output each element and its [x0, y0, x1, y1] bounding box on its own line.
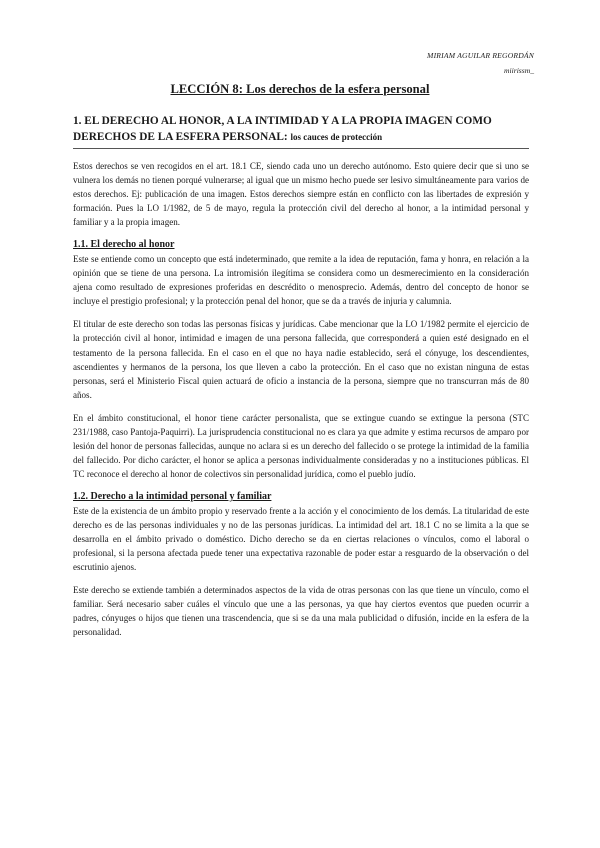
subsection-heading-intimidad: 1.2. Derecho a la intimidad personal y familiar [73, 490, 272, 502]
document-body [73, 159, 529, 648]
author-name: MIRIAM AGUILAR REGORDÁN [427, 51, 534, 60]
subsection-heading-honor: 1.1. El derecho al honor [73, 239, 175, 251]
paragraph: En el ámbito constitucional, el honor tiene carácter personalista, que se extingue cuando se extingue la persona (STC 231/1988, caso Pantoja-Paquirri). La jurisprudencia constitucional no es clara ya que admite y estima recursos de amparo por lesión del honor de personas fallecidas, aunque no aclara si es un derecho del fallecido o se protege la intimidad de la familia del fallecido. Por dicho carácter, el honor se aplica a personas individualmente consideradas y no a instituciones públicas. El TC reconoce el derecho al honor de colectivos sin personalidad jurídica, como el pueblo judío. [73, 412, 529, 479]
author-handle: miirissm_ [504, 66, 534, 75]
intro-paragraph: Estos derechos se ven recogidos en el art. 18.1 CE, siendo cada uno un derecho autónomo. Esto quiere decir que si uno se vulnera los demás no tienen porqué vulnerarse; al igual que un mismo hecho puede ser lesivo simultáneamente para varios de estos derechos. Ej: publicación de una imagen. Estos derechos siempre están en conflicto con las libertades de expresión y formación. Pues la LO 1/1982, de 5 de mayo, regula la protección civil del derecho al honor, a la intimidad personal y familiar y a la propia imagen. [73, 161, 529, 228]
paragraph: Este de la existencia de un ámbito propio y reservado frente a la acción y el conocimiento de los demás. La titularidad de este derecho es de las personas individuales y no de las personas jurídicas. La intimidad del art. 18.1 C no se limita a la que se desarrolla en el ámbito privado o doméstico. Dicho derecho se da en ciertas relaciones o vínculos, como el laboral o profesional, si la persona afectada puede tener una expectativa razonable de poder estar a resguardo de la observación o del escrutinio ajenos. [73, 505, 529, 573]
section-heading-main: 1. EL DERECHO AL HONOR, A LA INTIMIDAD Y A LA PROPIA IMAGEN COMO DERECHOS DE LA ESFERA PERSONAL: [73, 115, 492, 143]
section-heading [73, 113, 533, 145]
paragraph: El titular de este derecho son todas las personas físicas y jurídicas. Cabe mencionar que la LO 1/1982 permite el ejercicio de la protección civil al honor, intimidad e imagen de una persona fallecida, que corresponderá a quien esté designado en el testamento de la persona fallecida. En el caso en el que no haya nadie establecido, será el cónyuge, los descendientes, ascendientes y hermanos de la persona, los que lleven a cabo la protección. En el caso que no existan ninguna de estas personas, será el Ministerio Fiscal quien actuará de oficio a instancia de la persona, siempre que no transcurran más de 80 años. [73, 319, 529, 400]
paragraph: Este se entiende como un concepto que está indeterminado, que remite a la idea de reputación, fama y honra, en relación a la opinión que se tiene de una persona. La intromisión ilegítima se considera como un desmerecimiento en la consideración ajena como resultado de expresiones proferidas en descrédito o menosprecio. Además, dentro del concepto de honor se incluye el prestigio profesional; y la protección penal del honor, que se da a través de injuria y calumnia. [73, 254, 529, 307]
section-heading-sub: los cauces de protección [290, 132, 383, 142]
paragraph: Este derecho se extiende también a determinados aspectos de la vida de otras personas con las que tiene un vínculo, como el familiar. Será necesario saber cuáles el vínculo que une a las personas, ya que hay ciertos eventos que pueden ocurrir a padres, cónyuges o hijos que tienen una trascendencia, que si se da una mala publicidad o difusión, incide en la esfera de la personalidad. [73, 585, 529, 638]
section-divider [73, 148, 529, 149]
lesson-title: LECCIÓN 8: Los derechos de la esfera personal [170, 82, 430, 96]
